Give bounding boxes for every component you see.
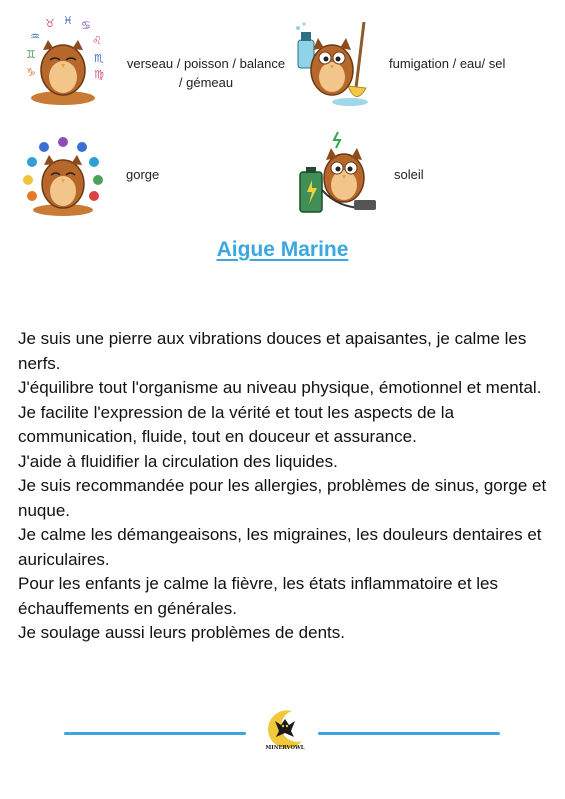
owl-moon-logo-icon (262, 707, 308, 753)
svg-text:♉: ♉ (45, 17, 55, 30)
svg-text:♊: ♊ (26, 48, 36, 61)
chakra-owl-icon (18, 134, 108, 219)
paragraph: Je facilite l'expression de la vérité et tout les aspects de la communication, fluide, tout en douceur et assurance. (18, 402, 455, 446)
page-title: Aigue Marine (216, 238, 349, 261)
logo-text: MINERVOWL (265, 745, 305, 751)
battery-owl-icon (296, 130, 382, 220)
paragraph: Je suis une pierre aux vibrations douces et apaisantes, je calme les nerfs. (18, 329, 527, 373)
svg-text:♍: ♍ (94, 68, 104, 81)
energy-label: soleil (394, 167, 424, 182)
stone-description (18, 327, 553, 646)
paragraph: Je calme les démangeaisons, les migraines, les douleurs dentaires et auriculaires. (18, 525, 542, 569)
svg-text:♑: ♑ (26, 66, 36, 79)
paragraph: Je soulage aussi leurs problèmes de dents. (18, 623, 345, 642)
svg-text:♒: ♒ (30, 30, 40, 43)
footer-divider-left (64, 732, 246, 735)
footer-divider-right (318, 732, 500, 735)
astro-label: verseau / poisson / balance / gémeau (126, 56, 286, 90)
cleanse-label: fumigation / eau/ sel (389, 56, 506, 71)
paragraph: J'équilibre tout l'organisme au niveau physique, émotionnel et mental. (18, 378, 542, 397)
paragraph: Pour les enfants je calme la fièvre, les états inflammatoire et les échauffements en générales. (18, 574, 498, 618)
paragraph: J'aide à fluidifier la circulation des liquides. (18, 451, 338, 471)
svg-text:♋: ♋ (81, 19, 91, 32)
chakra-label: gorge (126, 167, 160, 182)
paragraph: Je suis recommandée pour les allergies, problèmes de sinus, gorge et nuque. (18, 476, 547, 520)
svg-text:♌: ♌ (92, 34, 102, 47)
zodiac-owl-icon (18, 14, 108, 109)
svg-text:♓: ♓ (63, 14, 73, 27)
svg-text:♏: ♏ (94, 52, 104, 65)
cleaning-owl-icon (292, 14, 382, 109)
